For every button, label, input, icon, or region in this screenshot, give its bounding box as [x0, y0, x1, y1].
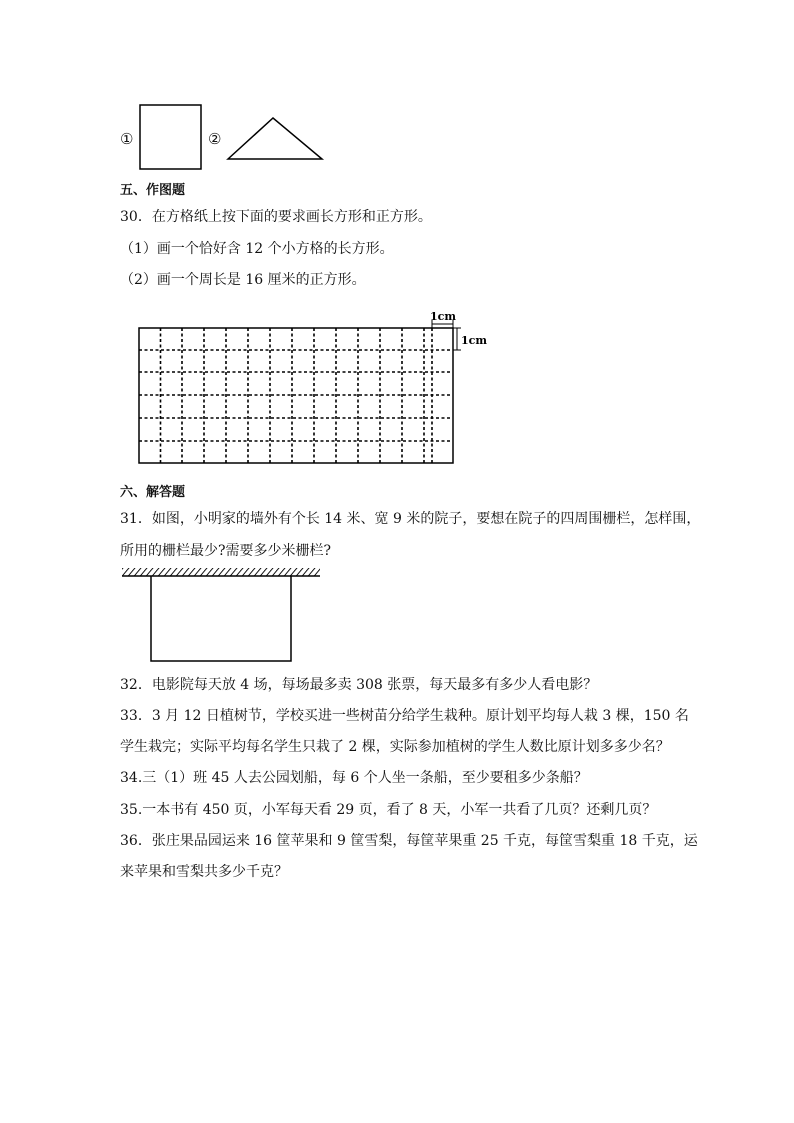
q31-line1: 31．如图，小明家的墙外有个长 14 米、宽 9 米的院子，要想在院子的四周围栅栏，怎样围， — [120, 511, 701, 527]
unit-label-vertical: 1cm — [461, 334, 487, 347]
q36-line1: 36．张庄果品园运来 16 筐苹果和 9 筐雪梨，每筐苹果重 25 千克，每筐雪梨重 18 千克，运 — [120, 833, 698, 849]
section5-heading: 五、作图题 — [120, 183, 186, 198]
q30-part2: （2）画一个周长是 16 厘米的正方形。 — [120, 272, 366, 288]
grid-paper — [130, 308, 490, 468]
shape-label-2: ② — [208, 130, 222, 148]
shape-label-1: ① — [120, 130, 134, 148]
yard-outline — [151, 576, 291, 661]
q32: 32．电影院每天放 4 场，每场最多卖 308 张票，每天最多有多少人看电影？ — [120, 677, 598, 693]
grid-dashed-lines — [139, 328, 453, 463]
wall-hatching — [122, 568, 320, 576]
q31-line2: 所用的栅栏最少?需要多少米栅栏? — [120, 543, 332, 559]
q36-line2: 来苹果和雪梨共多少千克？ — [120, 864, 288, 880]
section6-heading: 六、解答题 — [120, 485, 186, 500]
q35: 35.一本书有 450 页，小军每天看 29 页，看了 8 天，小军一共看了几页？还剩几页？ — [120, 802, 657, 818]
q34: 34.三（1）班 45 人去公园划船，每 6 个人坐一条船，至少要租多少条船？ — [120, 770, 588, 786]
square-figure — [139, 104, 209, 174]
q33-line1: 33．3 月 12 日植树节，学校买进一些树苗分给学生栽种。原计划平均每人栽 3 棵，150 名 — [120, 708, 689, 724]
unit-marker-vertical — [453, 328, 461, 350]
q33-line2: 学生栽完；实际平均每名学生只栽了 2 棵，实际参加植树的学生人数比原计划多多少名？ — [120, 739, 670, 755]
triangle-figure — [226, 116, 326, 166]
q30-part1: （1）画一个恰好含 12 个小方格的长方形。 — [120, 241, 394, 257]
unit-label-horizontal: 1cm — [430, 310, 456, 323]
q30-stem: 30．在方格纸上按下面的要求画长方形和正方形。 — [120, 209, 432, 225]
yard-diagram — [118, 566, 328, 666]
